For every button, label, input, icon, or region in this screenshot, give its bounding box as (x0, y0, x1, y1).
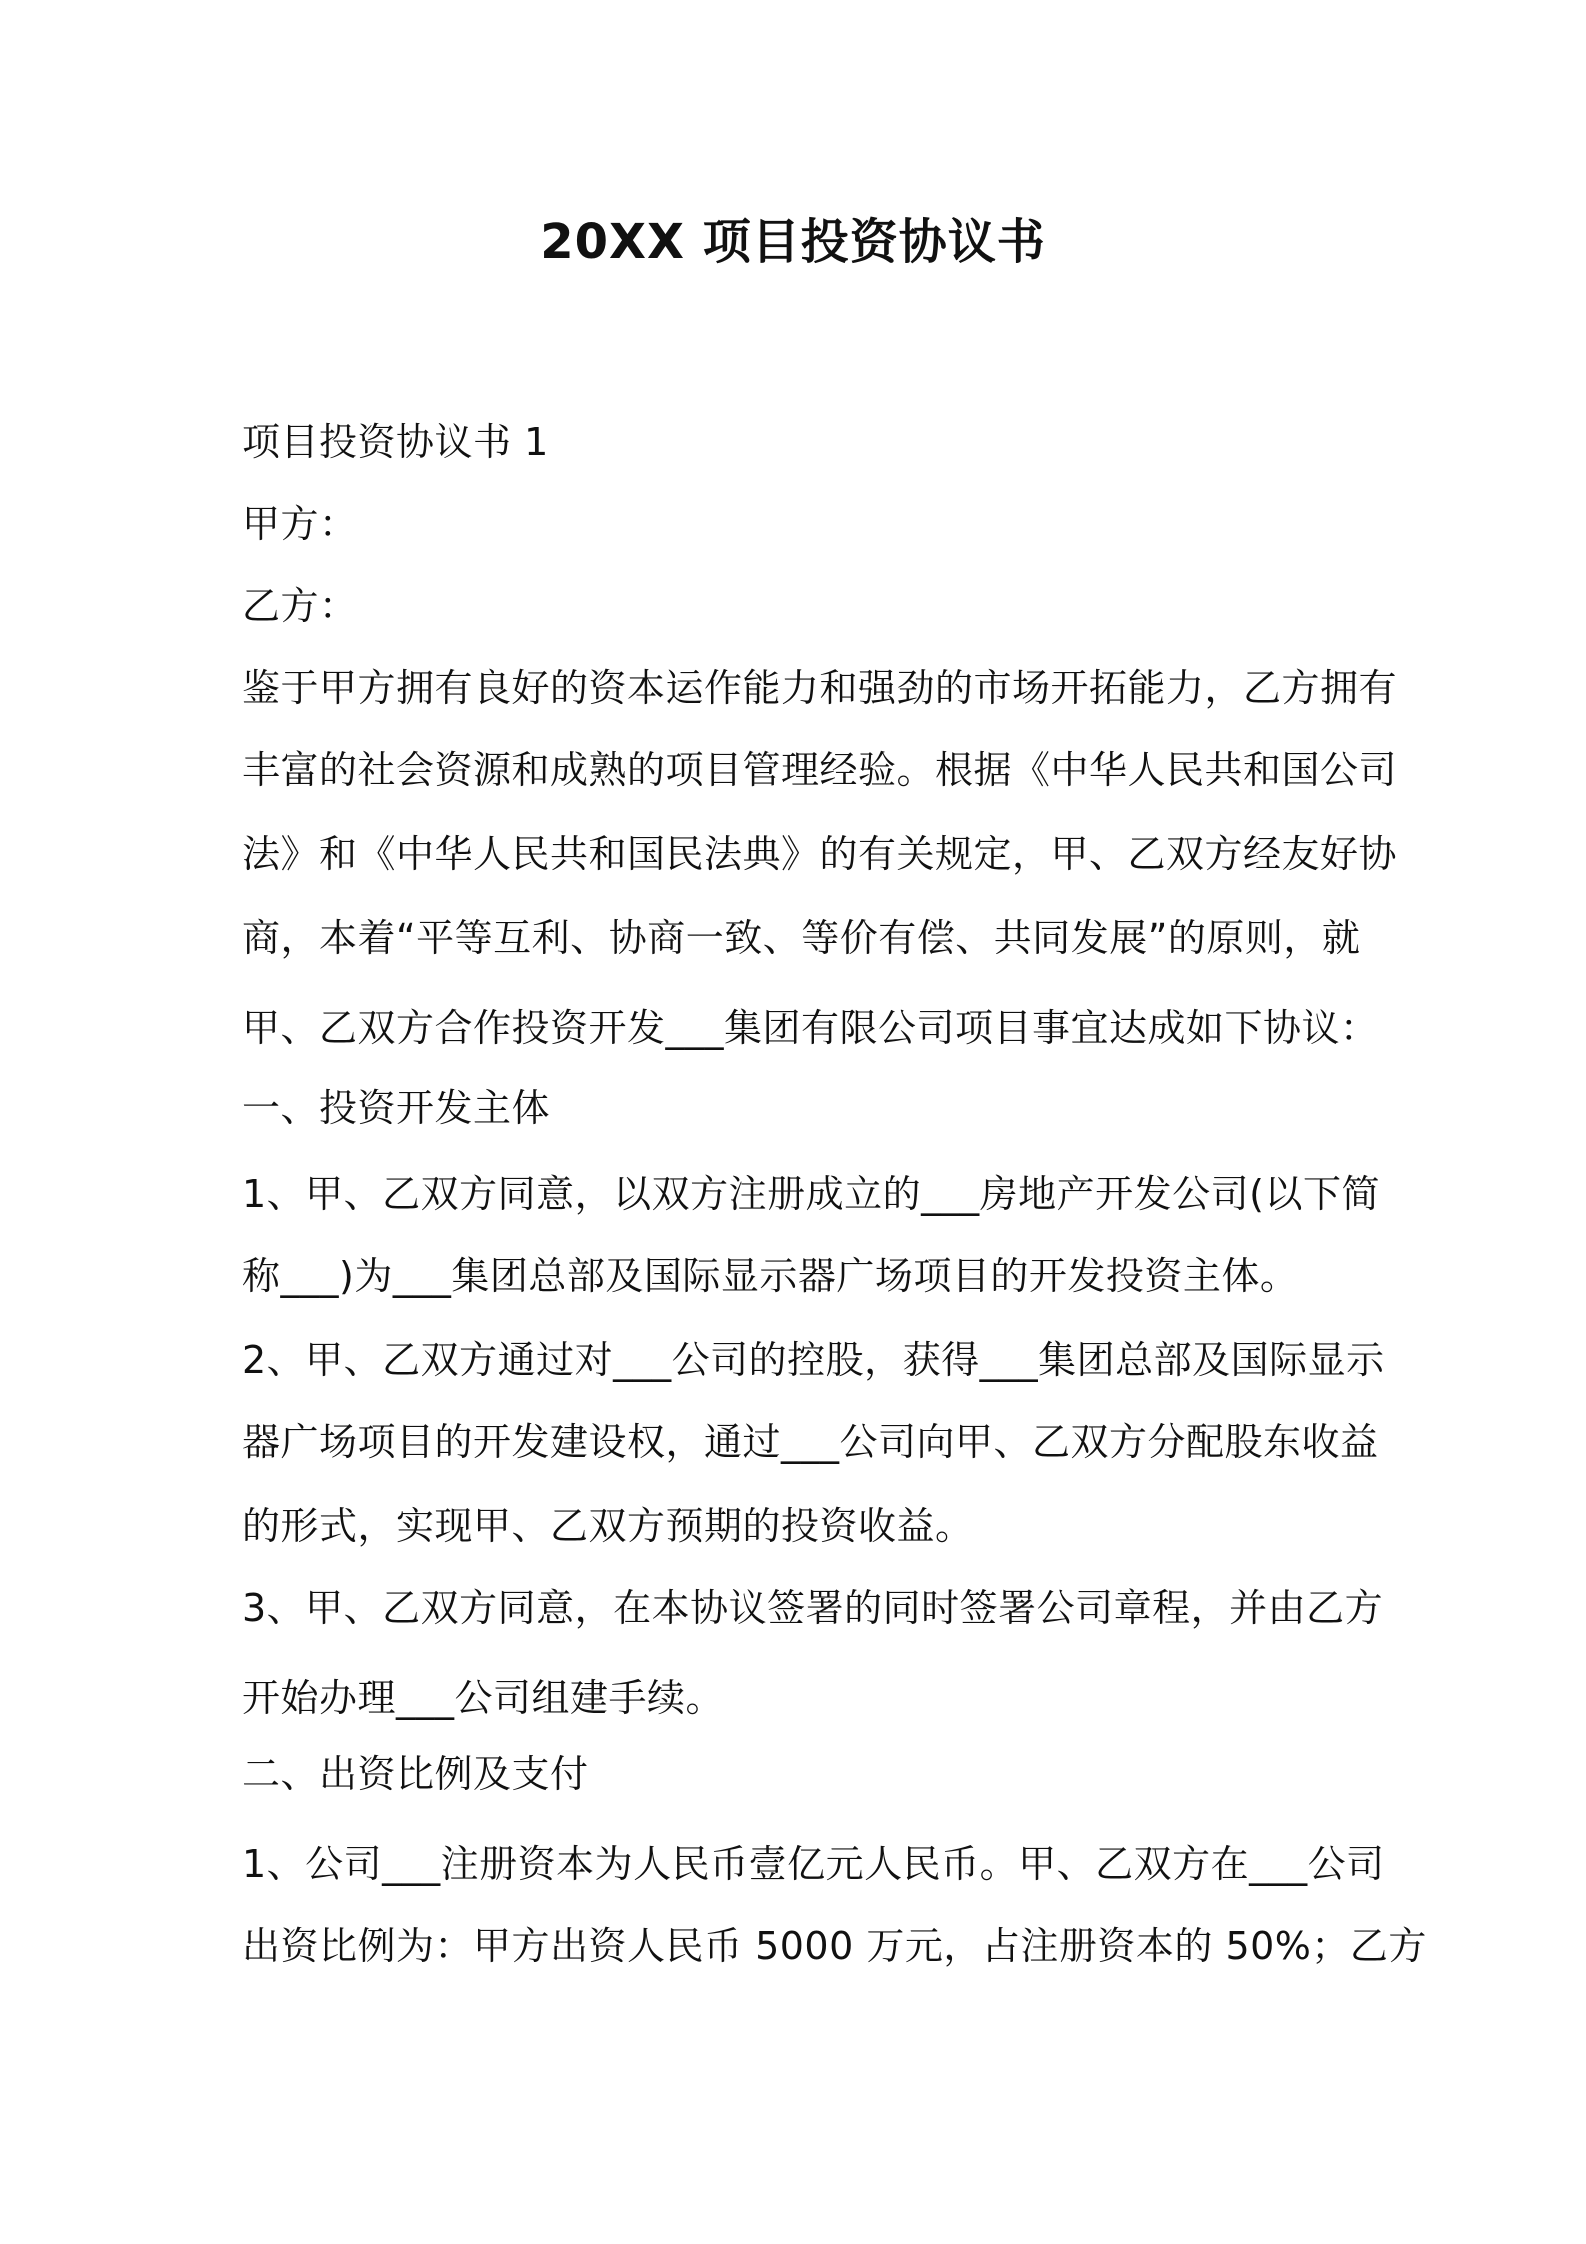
party-a-line: 甲方： (242, 502, 358, 546)
clause-line: 的形式，实现甲、乙双方预期的投资收益。 (242, 1504, 974, 1548)
document-title: 20XX 项目投资协议书 (540, 214, 1046, 270)
paragraph-line: 丰富的社会资源和成熟的项目管理经验。根据《中华人民共和国公司 (242, 748, 1398, 792)
clause-line: 器广场项目的开发建设权，通过___公司向甲、乙双方分配股东收益 (242, 1420, 1379, 1464)
clause-line: 开始办理___公司组建手续。 (242, 1676, 725, 1720)
clause-line: 2、甲、乙双方通过对___公司的控股，获得___集团总部及国际显示 (242, 1338, 1385, 1382)
party-b-line: 乙方： (242, 584, 358, 628)
clause-line: 称___)为___集团总部及国际显示器广场项目的开发投资主体。 (242, 1254, 1299, 1298)
section-heading: 二、出资比例及支付 (242, 1752, 589, 1796)
clause-line: 1、公司___注册资本为人民币壹亿元人民币。甲、乙双方在___公司 (242, 1842, 1385, 1886)
paragraph-line: 甲、乙双方合作投资开发___集团有限公司项目事宜达成如下协议： (242, 1006, 1379, 1050)
paragraph-line: 法》和《中华人民共和国民法典》的有关规定，甲、乙双方经友好协 (242, 832, 1398, 876)
clause-line: 1、甲、乙双方同意，以双方注册成立的___房地产开发公司(以下简 (242, 1172, 1381, 1216)
section-heading: 一、投资开发主体 (242, 1086, 551, 1130)
paragraph-line: 商，本着“平等互利、协商一致、等价有偿、共同发展”的原则，就 (242, 916, 1361, 960)
subtitle-line: 项目投资协议书 1 (242, 420, 549, 464)
paragraph-line: 鉴于甲方拥有良好的资本运作能力和强劲的市场开拓能力，乙方拥有 (242, 666, 1398, 710)
clause-line: 出资比例为：甲方出资人民币 5000 万元，占注册资本的 50%；乙方 (242, 1924, 1427, 1968)
clause-line: 3、甲、乙双方同意，在本协议签署的同时签署公司章程，并由乙方 (242, 1586, 1384, 1630)
